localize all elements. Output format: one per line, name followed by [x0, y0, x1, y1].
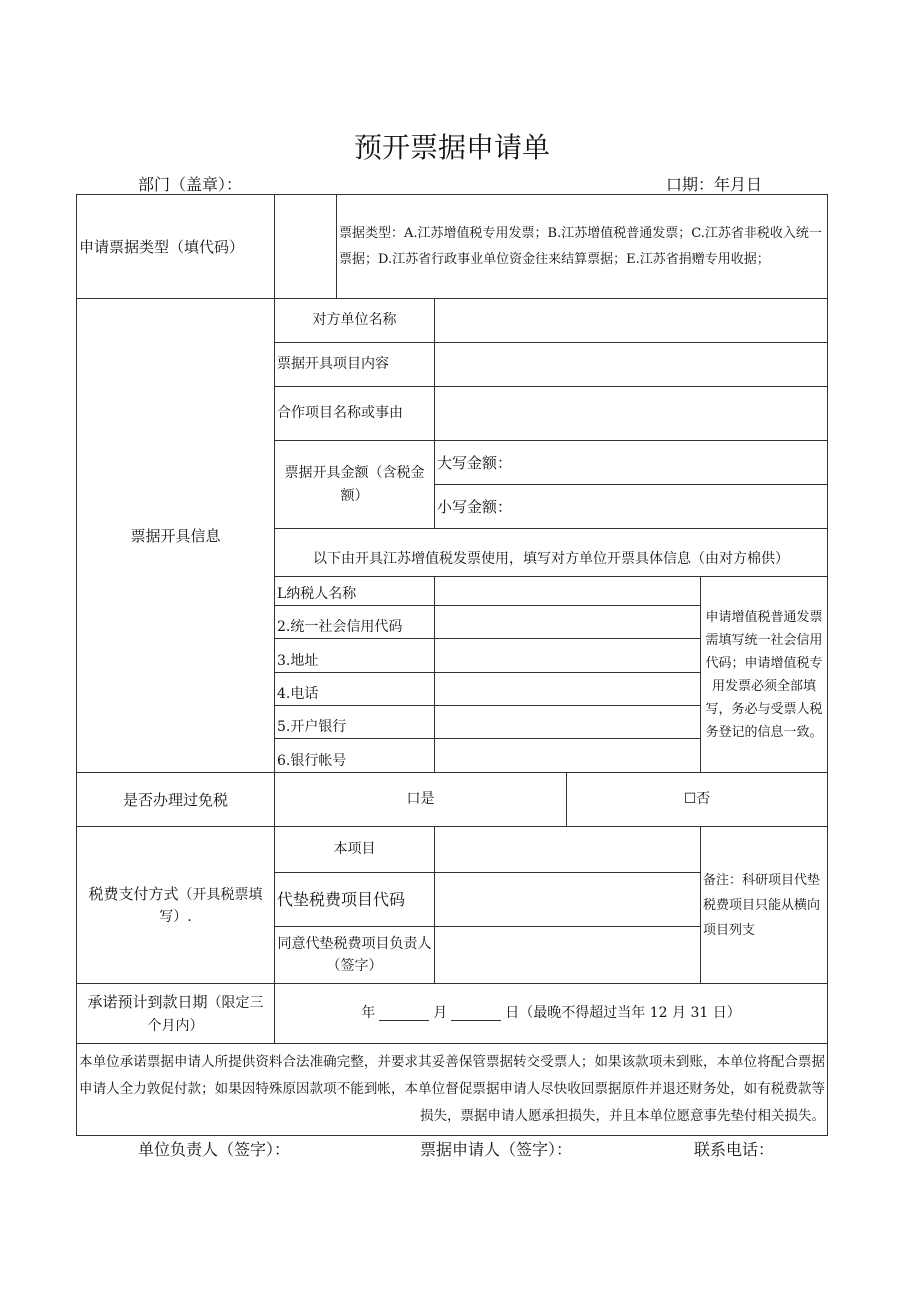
credit-code-input[interactable] — [434, 605, 701, 639]
invoice-type-label: 申请票据类型（填代码） — [76, 194, 275, 299]
invoice-type-note-text: 票据类型：A.江苏增值税专用发票；B.江苏增值税普通发票；C.江苏省非税收入统一票据；D.江苏省行政事业单位资金往来结算票据；E.江苏省捐赠专用收据； — [339, 225, 822, 267]
responsible-signature-input[interactable] — [434, 926, 701, 984]
tax-exempt-no-checkbox[interactable]: ☐否 — [566, 772, 828, 827]
promise-date-label — [76, 983, 275, 1044]
project-input[interactable] — [434, 386, 828, 441]
vat-notice: 以下由开具江苏增值税发票使用，填写对方单位开票具体信息（由对方棉供） — [274, 528, 828, 577]
day-label: 日（最晚不得超过当年 12 月 31 日） — [505, 1005, 741, 1022]
year-label: 年 — [361, 1005, 376, 1022]
amount-upper-input[interactable] — [434, 440, 828, 485]
payment-remark-text: 备注：科研项目代垫税费项目只能从横向项目列支 — [703, 872, 821, 938]
date-label: 口期：年月日 — [666, 175, 763, 194]
amount-lower-label: 小写金额： — [437, 497, 513, 516]
invoice-type-input[interactable] — [274, 194, 337, 299]
commitment-text: 本单位承诺票据申请人所提供资料合法准确完整，并要求其妥善保管票据转交受票人；如果该款项未到账，本单位将配合票据申请人全力敦促付款；如果因特殊原因款项不能到帐，本单位督促票据申请人尽快收回票据原件并退还财务处，如有税费款等损失，票据申请人愿承担损失，并且本单位愿意事先垫付相关损失。 — [79, 1054, 825, 1124]
counterparty-input[interactable] — [434, 298, 828, 343]
amount-lower-input[interactable] — [434, 484, 828, 529]
payment-field-label-code: 代垫税费项目代码 — [274, 872, 435, 927]
field-label-project: 合作项目名称或事由 — [274, 386, 435, 441]
promise-date-input[interactable] — [274, 983, 828, 1044]
project-code-input[interactable] — [434, 872, 701, 927]
unit-head-signature-label: 单位负责人（签字）： — [138, 1140, 291, 1159]
tax-field-label-credit-code: 2.统一社会信用代码 — [274, 605, 435, 639]
amount-label-text: 票据开具金额（含税金额） — [284, 465, 425, 504]
invoice-info-label: 票据开具信息 — [76, 298, 275, 773]
tax-field-label-phone: 4.电话 — [274, 672, 435, 706]
tax-info-note — [700, 576, 828, 773]
payment-field-label-this-project: 本项目 — [274, 826, 435, 873]
invoice-type-note — [336, 194, 828, 299]
payment-remark — [700, 826, 828, 984]
payment-field-label-signature — [274, 926, 435, 984]
signature-label-text: 同意代垫税费项目负责人（签字） — [277, 935, 432, 974]
promise-date-label-text: 承诺预计到款日期 — [87, 993, 208, 1012]
field-label-content: 票据开具项目内容 — [274, 342, 435, 387]
field-label-amount — [274, 440, 435, 529]
applicant-signature-label: 票据申请人（签字）： — [420, 1140, 573, 1159]
phone-input[interactable] — [434, 672, 701, 706]
day-blank[interactable] — [451, 1006, 501, 1021]
content-input[interactable] — [434, 342, 828, 387]
tax-payment-label — [76, 826, 275, 984]
tax-exempt-label: 是否办理过免税 — [76, 772, 275, 827]
this-project-input[interactable] — [434, 826, 701, 873]
tax-exempt-yes-checkbox[interactable]: 口是 — [274, 772, 567, 827]
page-title: 预开票据申请单 — [354, 131, 551, 164]
tax-info-note-text: 申请增值税普通发票需填写统一社会信用代码；申请增值税专用发票必须全部填写，务必与受票人税务登记的信息一致。 — [705, 609, 823, 740]
month-label: 月 — [433, 1005, 448, 1022]
tax-payment-label-note: （开具税票填写）. — [159, 886, 263, 925]
promise-date-label-note: （限定三个月内） — [147, 995, 264, 1034]
tax-payment-label-text: 税费支付方式 — [88, 884, 179, 903]
department-label: 部门（盖章）： — [138, 175, 243, 194]
tax-field-label-address: 3.地址 — [274, 638, 435, 673]
account-input[interactable] — [434, 738, 701, 773]
contact-phone-label: 联系电话： — [694, 1140, 775, 1159]
address-input[interactable] — [434, 638, 701, 673]
tax-field-label-bank: 5.开户银行 — [274, 705, 435, 739]
field-label-counterparty: 对方单位名称 — [274, 298, 435, 343]
month-blank[interactable] — [379, 1006, 429, 1021]
commitment-statement — [76, 1043, 828, 1136]
tax-field-label-name: L纳税人名称 — [274, 576, 435, 606]
tax-field-label-account: 6.银行帐号 — [274, 738, 435, 773]
amount-upper-label: 大写金额： — [437, 453, 513, 472]
taxpayer-name-input[interactable] — [434, 576, 701, 606]
bank-input[interactable] — [434, 705, 701, 739]
